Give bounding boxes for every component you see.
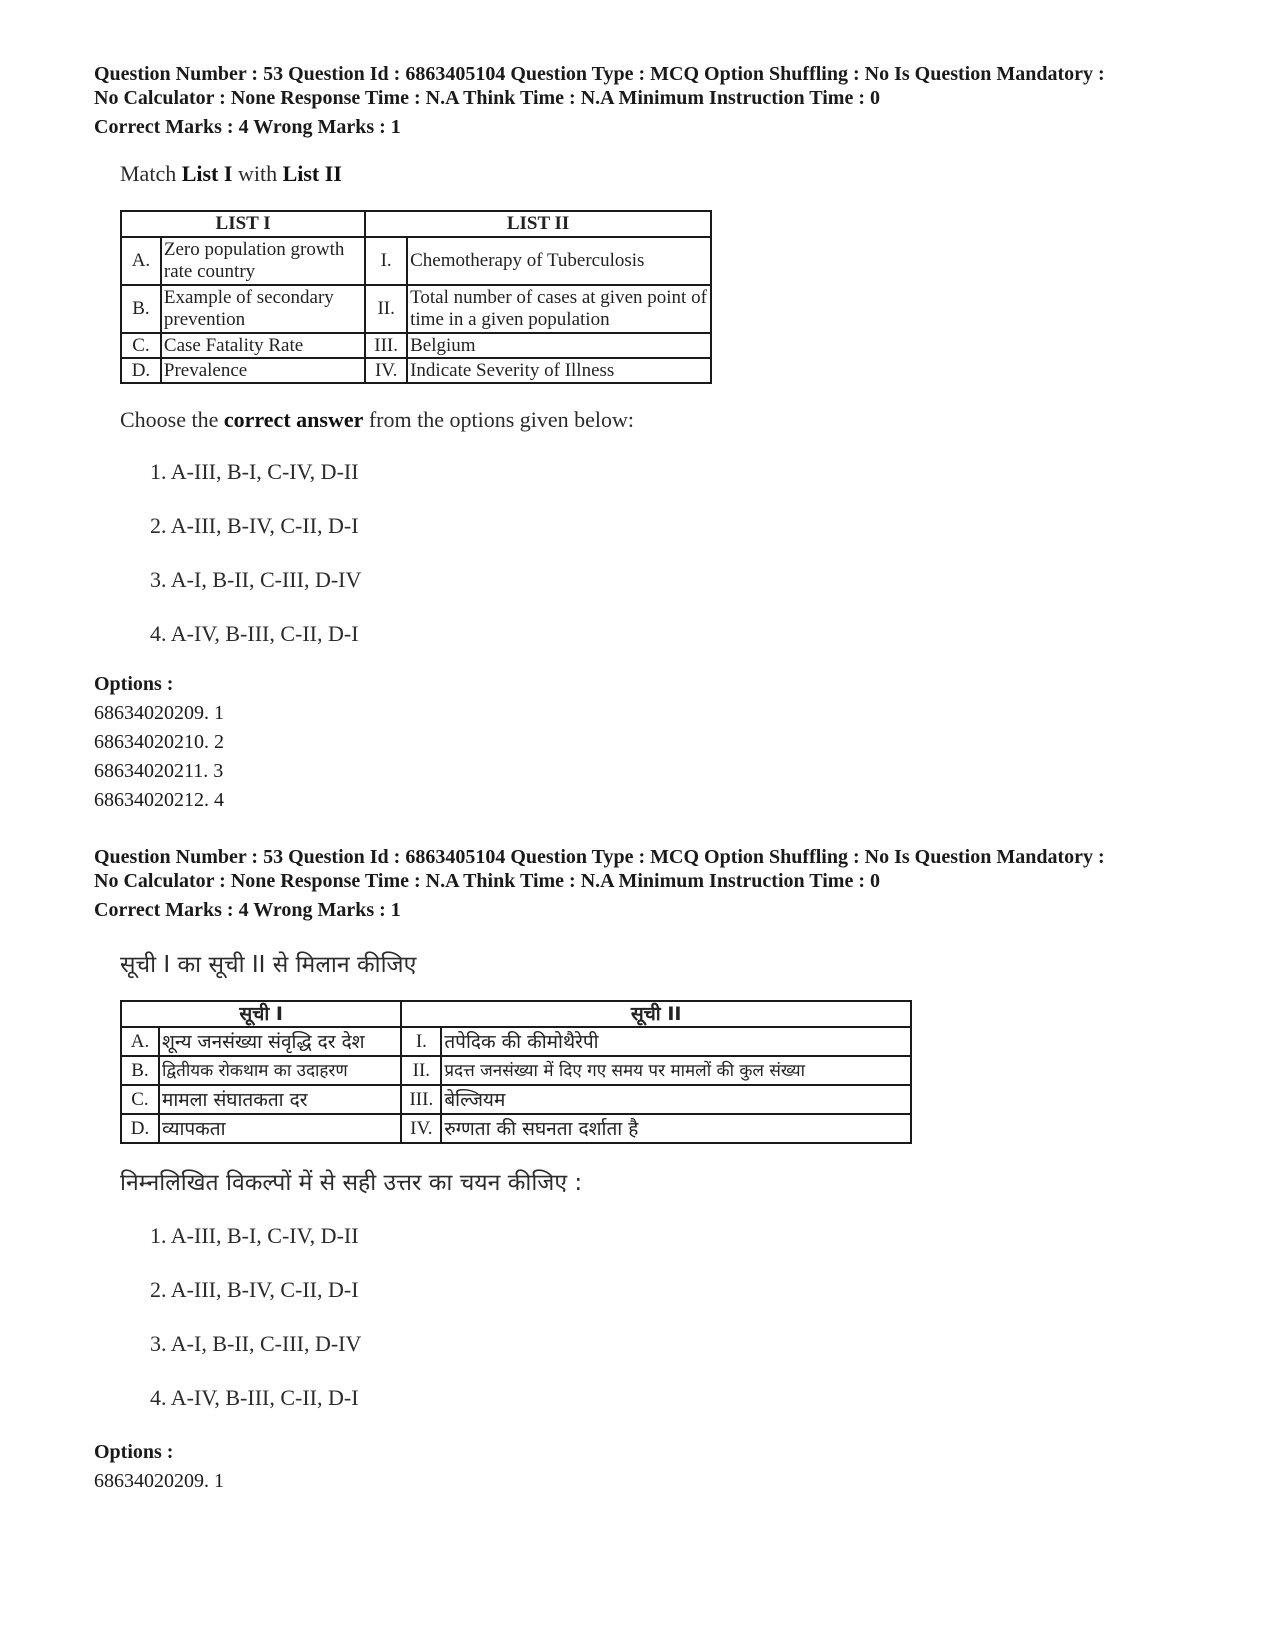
question-header <box>94 845 1214 922</box>
table-cell: Indicate Severity of Illness <box>407 358 711 383</box>
table-row-key: III. <box>401 1085 441 1114</box>
option-id: 68634020212. 4 <box>94 789 224 811</box>
question-body <box>120 950 912 1412</box>
table-cell: Total number of cases at given point of time in a given population <box>407 285 711 333</box>
table-row-key: C. <box>121 333 161 358</box>
table-cell: द्वितीयक रोकथाम का उदाहरण <box>159 1056 401 1085</box>
question-marks: Correct Marks : 4 Wrong Marks : 1 <box>94 899 401 921</box>
choose-instruction: Choose the correct answer from the options given below: <box>120 407 635 432</box>
table-row-key: II. <box>365 285 407 333</box>
table-row-key: IV. <box>401 1114 441 1143</box>
table-cell: व्यापकता <box>159 1114 401 1143</box>
answer-choice: 2. A-III, B-IV, C-II, D-I <box>150 1277 359 1302</box>
table-row-key: III. <box>365 333 407 358</box>
option-id: 68634020209. 1 <box>94 1470 224 1492</box>
question-meta-line-1: Question Number : 53 Question Id : 6863405104 Question Type : MCQ Option Shuffling : No Is Question Mandatory : <box>94 846 1105 868</box>
answer-choice: 4. A-IV, B-III, C-II, D-I <box>150 1385 359 1410</box>
answer-choices <box>120 1222 912 1412</box>
answer-choice: 3. A-I, B-II, C-III, D-IV <box>150 567 362 592</box>
answer-choice: 1. A-III, B-I, C-IV, D-II <box>150 1223 359 1248</box>
answer-choice: 4. A-IV, B-III, C-II, D-I <box>150 621 359 646</box>
table-cell: Prevalence <box>161 358 365 383</box>
question-meta-line-1: Question Number : 53 Question Id : 6863405104 Question Type : MCQ Option Shuffling : No Is Question Mandatory : <box>94 63 1105 85</box>
table-cell: शून्य जनसंख्या संवृद्धि दर देश <box>159 1027 401 1056</box>
question-body <box>120 160 712 648</box>
table-row-key: B. <box>121 1056 159 1085</box>
match-table <box>120 1000 912 1144</box>
options-list <box>94 670 224 815</box>
table-row-key: I. <box>401 1027 441 1056</box>
options-label: Options : <box>94 1441 174 1463</box>
table-row-key: A. <box>121 237 161 285</box>
list-1-header: सूची I <box>121 1001 401 1027</box>
table-row-key: C. <box>121 1085 159 1114</box>
table-cell: मामला संघातकता दर <box>159 1085 401 1114</box>
table-cell: प्रदत्त जनसंख्या में दिए गए समय पर मामलों की कुल संख्या <box>441 1056 911 1085</box>
match-table <box>120 210 712 384</box>
option-id: 68634020210. 2 <box>94 731 224 753</box>
table-row-key: IV. <box>365 358 407 383</box>
table-row-key: II. <box>401 1056 441 1085</box>
list-2-header: सूची II <box>401 1001 911 1027</box>
answer-choice: 2. A-III, B-IV, C-II, D-I <box>150 513 359 538</box>
table-cell: Example of secondary prevention <box>161 285 365 333</box>
option-id: 68634020211. 3 <box>94 760 224 782</box>
table-cell: तपेदिक की कीमोथैरेपी <box>441 1027 911 1056</box>
table-row-key: A. <box>121 1027 159 1056</box>
question-header <box>94 62 1214 139</box>
options-list <box>94 1438 224 1496</box>
list-1-header: LIST I <box>121 211 365 237</box>
answer-choice: 1. A-III, B-I, C-IV, D-II <box>150 459 359 484</box>
option-id: 68634020209. 1 <box>94 702 224 724</box>
answer-choice: 3. A-I, B-II, C-III, D-IV <box>150 1331 362 1356</box>
question-instruction: सूची I का सूची II से मिलान कीजिए <box>120 952 417 978</box>
list-2-header: LIST II <box>365 211 711 237</box>
table-cell: Belgium <box>407 333 711 358</box>
question-instruction: Match List I with List II <box>120 161 342 186</box>
question-meta-line-2: No Calculator : None Response Time : N.A Think Time : N.A Minimum Instruction Time : 0 <box>94 87 880 109</box>
table-cell: Chemotherapy of Tuberculosis <box>407 237 711 285</box>
question-marks: Correct Marks : 4 Wrong Marks : 1 <box>94 116 401 138</box>
table-row-key: B. <box>121 285 161 333</box>
table-cell: बेल्जियम <box>441 1085 911 1114</box>
question-meta-line-2: No Calculator : None Response Time : N.A Think Time : N.A Minimum Instruction Time : 0 <box>94 870 880 892</box>
table-row-key: D. <box>121 1114 159 1143</box>
answer-choices <box>120 458 712 648</box>
options-label: Options : <box>94 673 174 695</box>
table-cell: Zero population growth rate country <box>161 237 365 285</box>
table-row-key: I. <box>365 237 407 285</box>
table-cell: रुग्णता की सघनता दर्शाता है <box>441 1114 911 1143</box>
table-row-key: D. <box>121 358 161 383</box>
table-cell: Case Fatality Rate <box>161 333 365 358</box>
choose-instruction: निम्नलिखित विकल्पों में से सही उत्तर का चयन कीजिए : <box>120 1170 583 1196</box>
